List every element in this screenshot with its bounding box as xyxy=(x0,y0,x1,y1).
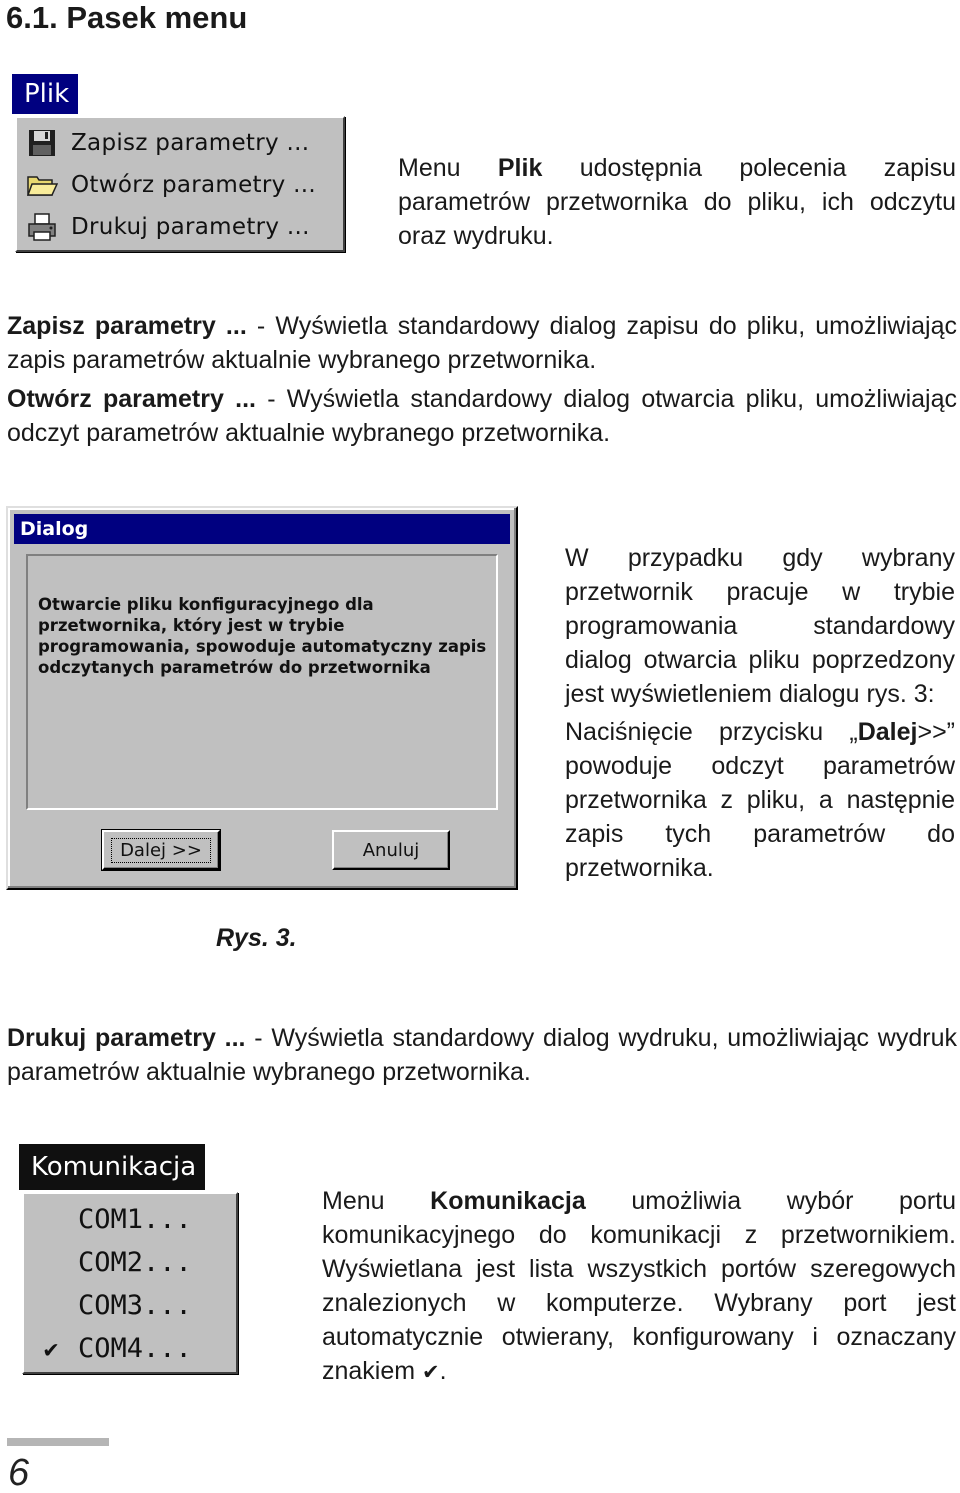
anuluj-button-label: Anuluj xyxy=(362,839,420,861)
kom-desc-bold: Komunikacja xyxy=(430,1187,586,1215)
menu-item-com3[interactable] xyxy=(24,1284,236,1327)
printer-icon xyxy=(25,212,59,242)
dialog-desc-p1: W przypadku gdy wybrany przetwornik pracuje w trybie programowania standardowy dialog otwarcia pliku poprzedzony jest wyświetleniem dialogu rys. 3: xyxy=(565,544,955,708)
section-heading: 6.1. Pasek menu xyxy=(6,0,248,35)
menu-item-label: Drukuj parametry ... xyxy=(71,214,310,240)
menu-item-label: Zapisz parametry ... xyxy=(71,130,310,156)
plik-desc-pre: Menu xyxy=(398,154,498,182)
komunikacja-menu-panel xyxy=(22,1192,238,1374)
anuluj-button[interactable] xyxy=(332,830,450,870)
menu-item-com2[interactable] xyxy=(24,1241,236,1284)
otworz-term: Otwórz parametry ... xyxy=(7,385,256,413)
zapisz-text: - Wyświetla standardowy dialog zapisu do pliku, umożliwiając zapis parametrów aktualnie wybranego przetwornika. xyxy=(7,312,957,374)
drukuj-paragraph xyxy=(7,1021,957,1089)
kom-desc-post: umożliwia wybór portu komunikacyjnego do komunikacji z przetwornikiem. Wyświetlana jest lista wszystkich portów szeregowych znalezionych w komputerze. Wybrany port jest automatycznie otwierany, konfigurowany i oznaczany znakiem xyxy=(322,1187,957,1385)
dialog-title: Dialog xyxy=(14,514,510,544)
kom-desc-end: . xyxy=(439,1357,447,1385)
dialog-message: Otwarcie pliku konfiguracyjnego dla przetwornika, który jest w trybie programowania, spowoduje automatyczny zapis odczytanych parametrów do przetwornika xyxy=(38,595,487,677)
drukuj-term: Drukuj parametry ... xyxy=(7,1024,246,1052)
zapisz-paragraph xyxy=(7,309,957,377)
plik-menu-title[interactable]: Plik xyxy=(12,74,78,114)
menu-item-otworz[interactable] xyxy=(17,164,343,206)
menu-item-label: COM3... xyxy=(78,1290,192,1321)
dalej-button-label: Dalej >> xyxy=(111,838,211,863)
dialog-description xyxy=(565,541,955,885)
komunikacja-description xyxy=(322,1184,956,1390)
dialog-window xyxy=(6,506,518,890)
otworz-paragraph xyxy=(7,382,957,450)
footer-rule xyxy=(7,1438,109,1446)
kom-desc-pre: Menu xyxy=(322,1187,431,1215)
check-mark-icon: ✔ xyxy=(422,1361,440,1384)
plik-description xyxy=(398,151,956,253)
dialog-desc-p2-post: >>” powoduje odczyt parametrów przetwornika z pliku, a następnie zapis tych parametrów do przetwornika. xyxy=(565,718,955,882)
dialog-desc-p2 xyxy=(565,715,955,885)
zapisz-term: Zapisz parametry ... xyxy=(7,312,247,340)
dialog-desc-p2-bold: Dalej xyxy=(857,718,918,746)
figure-caption: Rys. 3. xyxy=(216,924,297,952)
menu-item-com4[interactable] xyxy=(24,1327,236,1370)
plik-menu-screenshot xyxy=(12,74,344,254)
dialog-group-box xyxy=(26,554,498,810)
folder-open-icon xyxy=(25,170,59,200)
menu-item-label: Otwórz parametry ... xyxy=(71,172,316,198)
page-number: 6 xyxy=(8,1452,30,1493)
plik-desc-post: udostępnia polecenia zapisu parametrów przetwornika do pliku, ich odczytu oraz wydruku. xyxy=(398,154,956,250)
dalej-button[interactable] xyxy=(102,830,220,870)
drukuj-text: - Wyświetla standardowy dialog wydruku, umożliwiając wydruk parametrów aktualnie wybranego przetwornika. xyxy=(7,1024,957,1086)
plik-desc-bold: Plik xyxy=(497,154,543,182)
floppy-disk-icon xyxy=(25,128,59,158)
check-icon: ✔ xyxy=(43,1334,59,1363)
plik-menu-panel xyxy=(15,116,345,252)
otworz-text: - Wyświetla standardowy dialog otwarcia pliku, umożliwiając odczyt parametrów aktualnie wybranego przetwornika. xyxy=(7,385,957,447)
menu-item-label: COM1... xyxy=(78,1204,192,1235)
menu-item-drukuj[interactable] xyxy=(17,206,343,248)
menu-item-zapisz[interactable] xyxy=(17,122,343,164)
menu-item-label: COM2... xyxy=(78,1247,192,1278)
dialog-desc-p2-pre: Naciśnięcie przycisku „ xyxy=(565,718,858,746)
komunikacja-menu-title[interactable]: Komunikacja xyxy=(19,1144,205,1190)
menu-item-label: COM4... xyxy=(78,1333,192,1364)
menu-item-com1[interactable] xyxy=(24,1198,236,1241)
komunikacja-menu-screenshot xyxy=(19,1144,239,1376)
